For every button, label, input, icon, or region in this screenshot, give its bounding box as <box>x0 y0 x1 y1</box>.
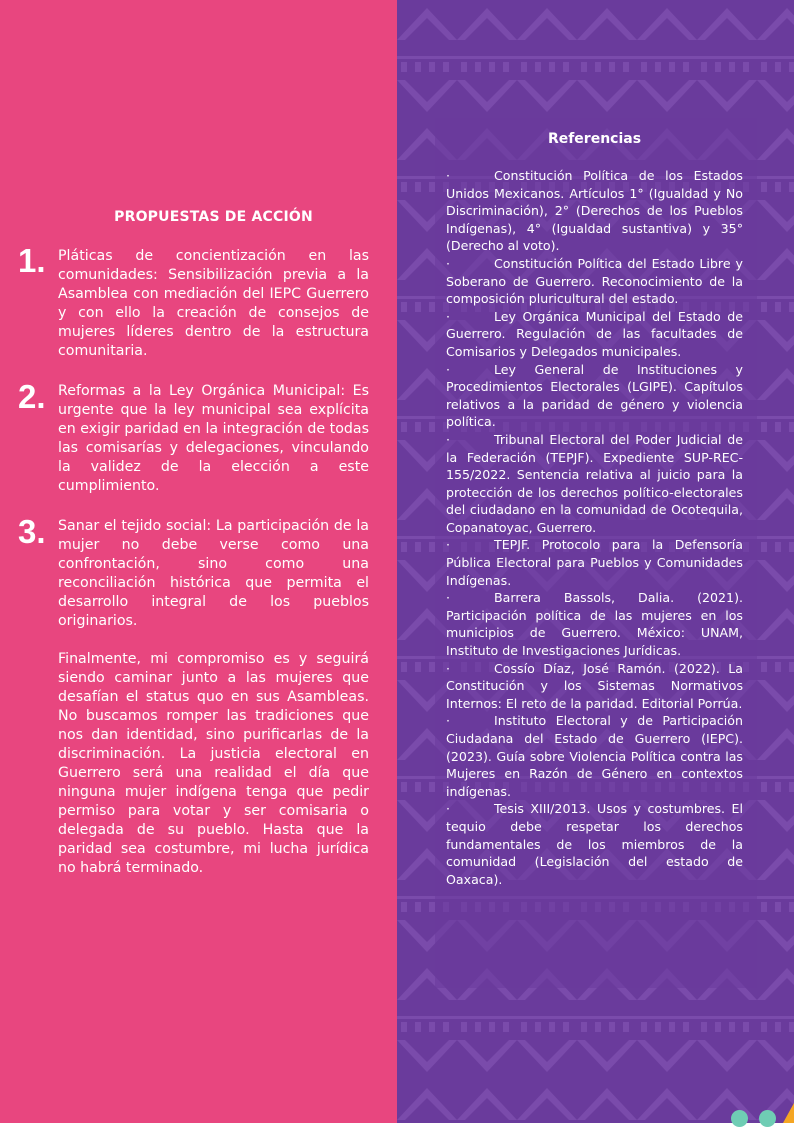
item-number: 3. <box>18 513 46 550</box>
closing-paragraph: Finalmente, mi compromiso es y seguirá siendo caminar junto a las mujeres que desafían el status quo en sus Asambleas. No buscamos romper las tradiciones que nos dan identidad, sino purificarlas de la discriminación. La justicia electoral en Guerrero será una realidad el día que ninguna mujer indígena tenga que pedir permiso para votar y ser comisaria o delegada de su pueblo. Hasta que la paridad sea costumbre, mi lucha jurídica no habrá terminado. <box>58 651 369 876</box>
section-heading: PROPUESTAS DE ACCIÓN <box>114 209 313 225</box>
reference-item: · Barrera Bassols, Dalia. (2021). Participación política de las mujeres en los municipios de Guerrero. México: UNAM, Instituto de Investigaciones Jurídicas. <box>446 590 743 659</box>
decorative-triangle <box>783 1103 794 1123</box>
reference-item: · Instituto Electoral y de Participación Ciudadana del Estado de Guerrero (IEPC). (2023). Guía sobre Violencia Política contra las Mujeres en Razón de Género en contextos indígenas. <box>446 713 743 799</box>
proposal-item: Sanar el tejido social: La participación de la mujer no debe verse como una confrontación, sino como una reconciliación histórica que permita el desarrollo integral de los pueblos originarios. <box>58 518 369 629</box>
reference-item: · Ley Orgánica Municipal del Estado de Guerrero. Regulación de las facultades de Comisarios y Delegados municipales. <box>446 308 743 359</box>
reference-item: · Cossío Díaz, José Ramón. (2022). La Constitución y los Sistemas Normativos Internos: El reto de la paridad. Editorial Porrúa. <box>446 660 743 711</box>
reference-item: · Ley General de Instituciones y Procedimientos Electorales (LGIPE). Capítulos relativos a la paridad de género y violencia política. <box>446 361 743 430</box>
decorative-dot <box>759 1110 776 1127</box>
reference-item: · Tribunal Electoral del Poder Judicial de la Federación (TEPJF). Expediente SUP-REC-155/2022. Sentencia relativa al juicio para la protección de los derechos político-electorales del ciudadano en la comunidad de Ocotequila, Copanatoyac, Guerrero. <box>446 431 743 535</box>
reference-item: · Tesis XIII/2013. Usos y costumbres. El tequio debe respetar los derechos fundamentales de los miembros de la comunidad (Legislación del estado de Oaxaca). <box>446 801 743 887</box>
references-list <box>446 167 743 888</box>
reference-item: · Constitución Política de los Estados Unidos Mexicanos. Artículos 1° (Igualdad y No Discriminación), 2° (Derechos de los Pueblos Indígenas), 4° (Igualdad sustantiva) y 35° (Derecho al voto). <box>446 168 743 254</box>
item-number: 2. <box>18 378 46 415</box>
proposal-item: Reformas a la Ley Orgánica Municipal: Es urgente que la ley municipal sea explícita en exigir paridad en la integración de todas las comisarías y delegaciones, vinculando la validez de la elección a este cumplimiento. <box>58 383 369 494</box>
decorative-dot <box>731 1110 748 1127</box>
item-number: 1. <box>18 242 46 279</box>
left-panel <box>0 0 397 1123</box>
proposal-item: Pláticas de concientización en las comunidades: Sensibilización previa a la Asamblea con mediación del IEPC Guerrero y con ello la creación de consejos de mujeres líderes dentro de la estructura comunitaria. <box>58 248 369 359</box>
references-heading: Referencias <box>547 131 642 147</box>
reference-item: · TEPJF. Protocolo para la Defensoría Pública Electoral para Pueblos y Comunidades Indígenas. <box>446 537 743 588</box>
reference-item: · Constitución Política del Estado Libre y Soberano de Guerrero. Reconocimiento de la composición pluricultural del estado. <box>446 255 743 307</box>
